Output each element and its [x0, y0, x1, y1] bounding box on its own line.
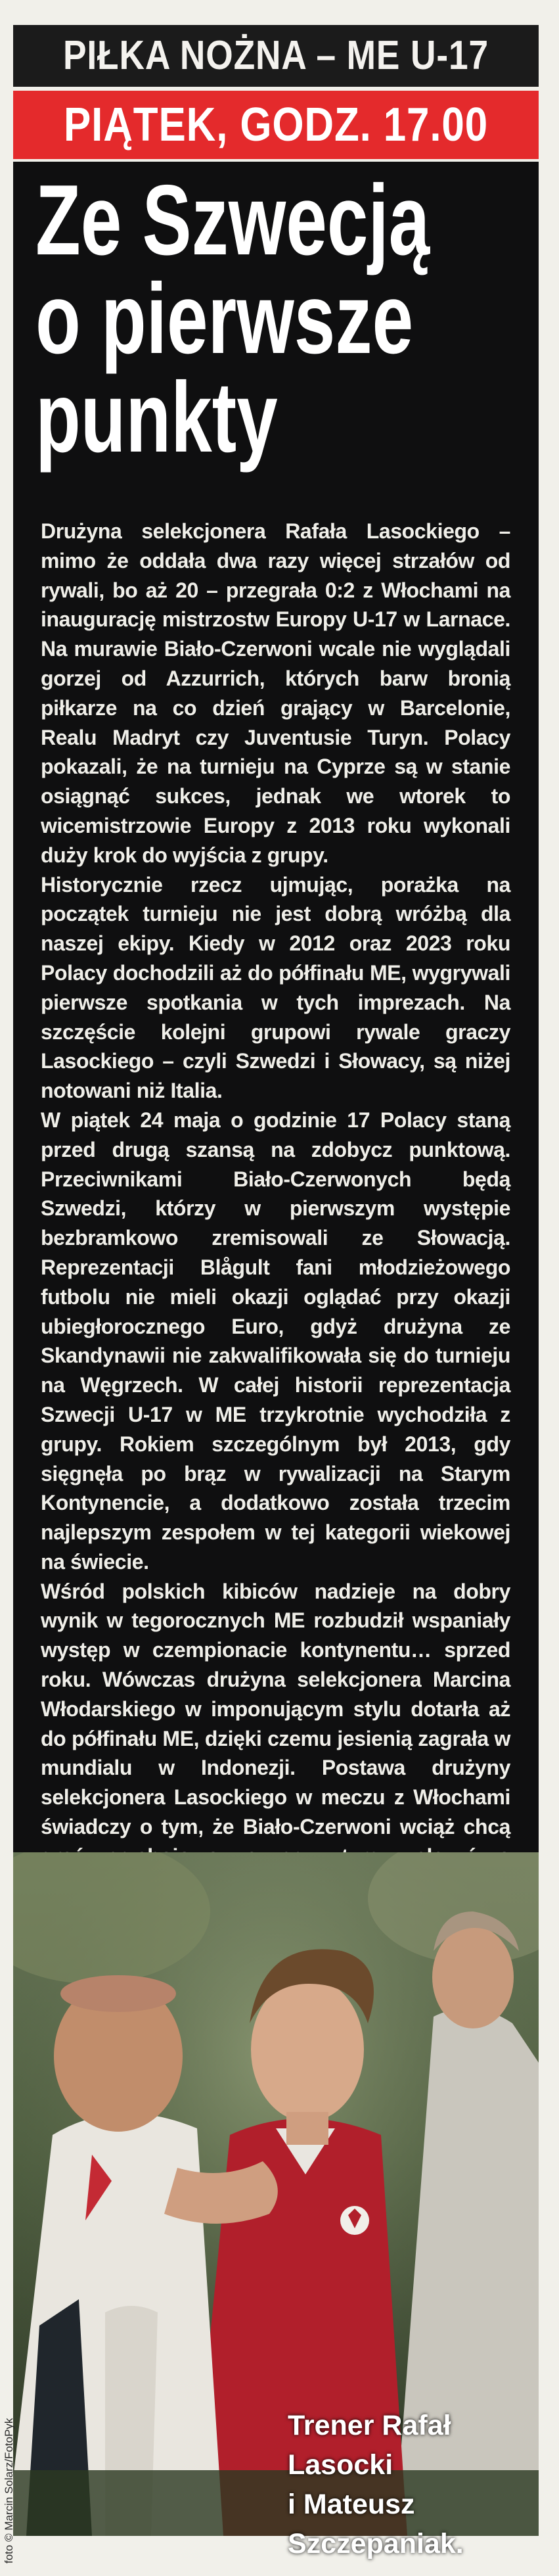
headline-line-2: o pierwsze	[35, 263, 414, 375]
section-kicker: PIŁKA NOŻNA – ME U-17	[50, 25, 502, 87]
article-column	[13, 0, 539, 2576]
headline	[13, 164, 430, 473]
photo-caption	[288, 2406, 511, 2564]
caption-line-1: Trener Rafał Lasocki	[288, 2410, 451, 2481]
headline-line-1: Ze Szwecją	[35, 164, 430, 276]
paragraph-3: W piątek 24 maja o godzinie 17 Polacy staną przed drugą szansą na zdobycz punktową. Przeciwnikami Biało-Czerwonych będą Szwedzi, którzy w pierwszym występie bezbramkowo zremisowali ze Słowacją. Reprezentacji Blågult fani młodzieżowego futbolu nie mieli okazji oglądać przy okazji ubiegłorocznego Euro, gdyż drużyna ze Skandynawii nie zakwalifikowała się do turnieju na Węgrzech. W całej historii reprezentacja Szwecji U-17 w ME trzykrotnie wychodziła z grupy. Rokiem szczególnym był 2013, gdy sięgnęła po brąz w rywalizacji na Starym Kontynencie, a dodatkowo została trzecim najlepszym zespołem w tej kategorii wiekowej na świecie.	[41, 1108, 510, 1574]
headline-line-3: punkty	[35, 362, 278, 473]
paragraph-4: Wśród polskich kibiców nadzieje na dobry wynik w tegorocznych ME rozbudził wspaniały występ w czempionacie kontynentu… sprzed roku. Wówczas drużyna selekcjonera Marcina Włodarskiego w imponującym stylu dotarła aż do półfinału ME, dzięki czemu jesienią zagrała w mundialu w Indonezji. Postawa drużyny selekcjonera Lasockiego w meczu z Włochami świadczy o tym, że Biało-Czerwoni wciąż chcą	[41, 1579, 510, 1839]
photo-credit: foto © Marcin Solarz/FotoPyk	[3, 2418, 15, 2564]
paragraph-2: Historycznie rzecz ujmując, porażka na początek turnieju nie jest dobrą wróżbą dla naszej ekipy. Kiedy w 2012 oraz 2023 roku Polacy dochodzili aż do półfinału ME, wygrywali pierwsze spotkania w tych imprezach. Na szczęście kolejni grupowi rywale graczy Lasockiego – czyli Szwedzi i Słowacy, są niżej notowani niż Italia.	[41, 872, 510, 1103]
article-box	[13, 162, 539, 2536]
time-banner: PIĄTEK, GODZ. 17.00	[63, 99, 489, 151]
caption-line-2: i Mateusz Szczepaniak.	[288, 2489, 464, 2560]
paragraph-1: Drużyna selekcjonera Rafała Lasockiego – mimo że oddała dwa razy więcej strzałów od rywali, bo aż 20 – przegrała 0:2 z Włochami na inaugurację mistrzostw Europy U-17 w Larnace. Na murawie Biało-Czerwoni wcale nie wyglądali gorzej od Azzurrich, których barw bronią piłkarze na co dzień grający w Barcelonie, Realu Madryt czy Juventusie Turyn. Polacy pokazali, że na turnieju na Cyprze są w stanie osiągnąć sukces, jednak we wtorek to wicemistrzowie Europy z 2013 roku wykonali duży krok do wyjścia z grupy.	[41, 519, 510, 867]
